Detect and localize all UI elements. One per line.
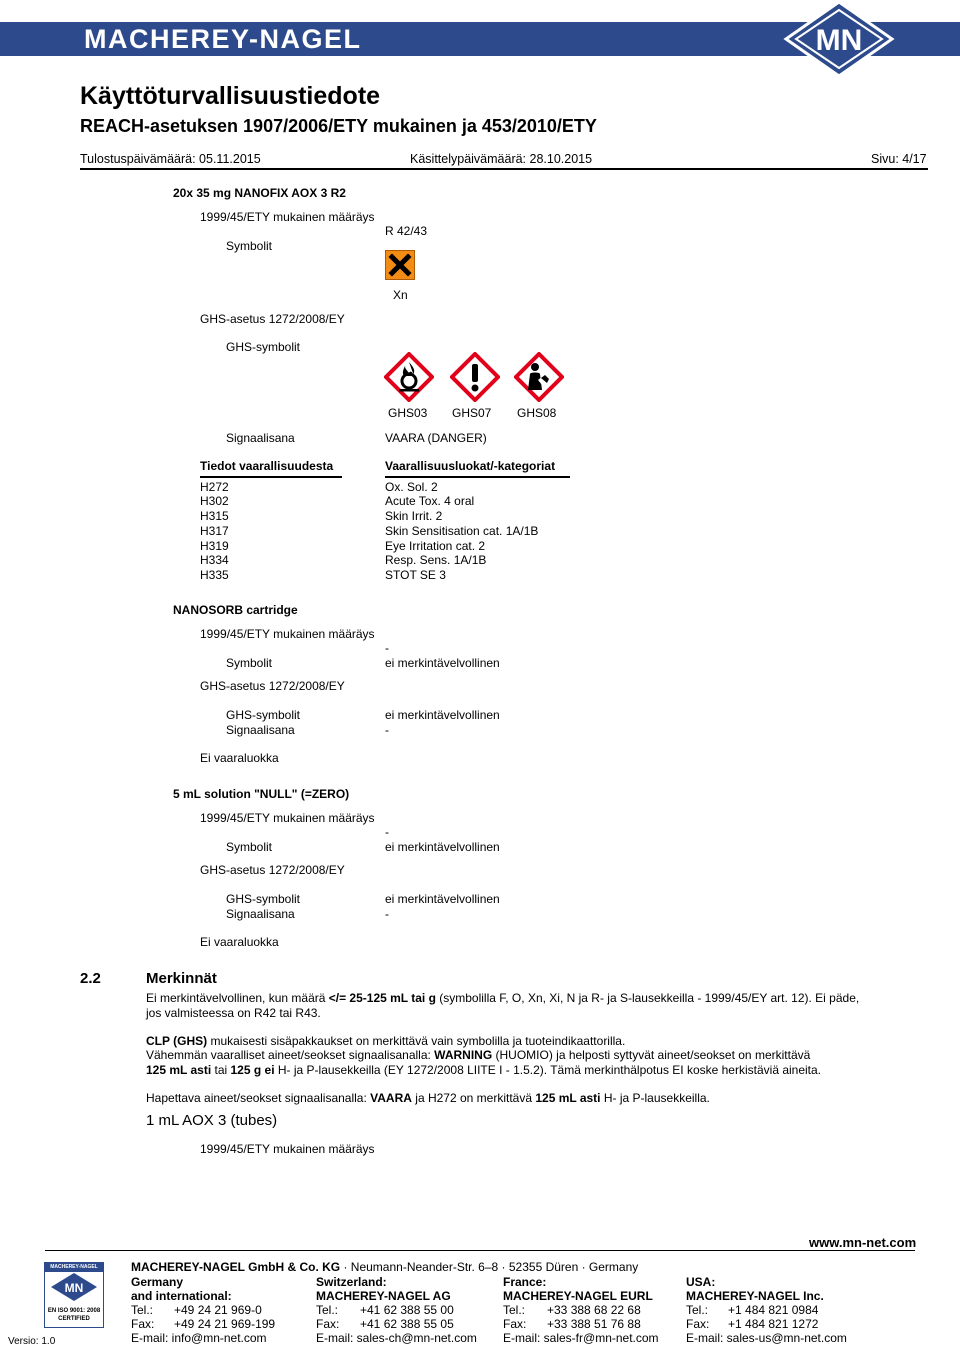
exclamation-mark-icon — [450, 352, 500, 402]
product3-signal-value: - — [385, 907, 389, 921]
hazard-category: Resp. Sens. 1A/1B — [385, 553, 487, 567]
subsection-directive: 1999/45/ETY mukainen määräys — [200, 1142, 375, 1156]
product3-dash: - — [385, 825, 389, 839]
product1-name: 20x 35 mg NANOFIX AOX 3 R2 — [173, 186, 346, 200]
flame-over-circle-icon — [384, 352, 434, 402]
footer-col4-head2: MACHEREY-NAGEL Inc. — [686, 1289, 824, 1303]
product2-symbols-label: Symbolit — [226, 656, 273, 670]
product3-ghs-symbols-value: ei merkintävelvollinen — [385, 892, 500, 906]
footer-col3-head1: France: — [503, 1275, 547, 1289]
section-title: Merkinnät — [146, 970, 217, 987]
footer-col1-fax-label: Fax: — [131, 1317, 155, 1331]
hazard-category: Skin Irrit. 2 — [385, 509, 443, 523]
footer-col4-head1: USA: — [686, 1275, 716, 1289]
cert-mn-logo-text: MN — [64, 1281, 84, 1295]
footer-col4-tel-label: Tel.: — [686, 1303, 709, 1317]
footer-url[interactable]: www.mn-net.com — [809, 1235, 917, 1250]
footer-col1-tel: +49 24 21 969-0 — [174, 1303, 262, 1317]
ghs08-label: GHS08 — [517, 406, 557, 420]
mn-logo-text: MN — [815, 24, 863, 57]
page-number: Sivu: 4/17 — [871, 152, 927, 166]
footer-col2-tel: +41 62 388 55 00 — [360, 1303, 454, 1317]
product2-ghs-symbols-label: GHS-symbolit — [226, 708, 301, 722]
footer-col1-head2: and international: — [131, 1289, 232, 1303]
cert-mn-logo-icon — [45, 1272, 103, 1302]
hazard-code: H315 — [200, 509, 229, 523]
footer-col1-head1: Germany — [131, 1275, 184, 1289]
section-para-4: 125 mL asti tai 125 g ei H- ja P-lausekkeilla (EY 1272/2008 LIITE I - 1.5.2). Tämä merkinthälpotus EI koske herkistäviä aineita. — [146, 1063, 822, 1077]
header-banner — [0, 0, 960, 78]
process-date: Käsittelypäivämäärä: 28.10.2015 — [410, 152, 593, 166]
product2-directive: 1999/45/ETY mukainen määräys — [200, 627, 375, 641]
product1-signal-value: VAARA (DANGER) — [385, 431, 487, 445]
hazard-header-rule — [200, 476, 342, 478]
footer-company-line: MACHEREY-NAGEL GmbH & Co. KG · Neumann-Neander-Str. 6–8 · 52355 Düren · Germany — [131, 1260, 639, 1274]
section-para-1: Ei merkintävelvollinen, kun määrä </= 25-125 mL tai g (symbolilla F, O, Xn, Xi, N ja R- ja S-lausekkeilla - 1999/45/EY art. 12). Ei päde, — [146, 991, 860, 1005]
footer-col4-fax: +1 484 821 1272 — [728, 1317, 819, 1331]
hazard-code: H335 — [200, 568, 229, 582]
product3-symbols-label: Symbolit — [226, 840, 273, 854]
footer-col1-tel-label: Tel.: — [131, 1303, 154, 1317]
footer-col2-head1: Switzerland: — [316, 1275, 387, 1289]
product2-symbols-value: ei merkintävelvollinen — [385, 656, 500, 670]
product2-no-class: Ei vaaraluokka — [200, 751, 279, 765]
footer-col3-fax: +33 388 51 76 88 — [547, 1317, 641, 1331]
hazard-category: Acute Tox. 4 oral — [385, 494, 475, 508]
section-para-2: CLP (GHS) mukaisesti sisäpakkaukset on merkittävä vain symbolilla ja tuoteindikaattorilla. — [146, 1034, 626, 1048]
brand-name: MACHEREY-NAGEL — [84, 24, 362, 54]
product1-r-phrase: R 42/43 — [385, 224, 428, 238]
footer-col2-tel-label: Tel.: — [316, 1303, 339, 1317]
footer-col1-fax: +49 24 21 969-199 — [174, 1317, 276, 1331]
product1-ghs-reg: GHS-asetus 1272/2008/EY — [200, 312, 345, 326]
product3-directive: 1999/45/ETY mukainen määräys — [200, 811, 375, 825]
health-hazard-icon — [514, 352, 564, 402]
version-label: Versio: 1.0 — [8, 1336, 56, 1347]
print-date: Tulostuspäivämäärä: 05.11.2015 — [80, 152, 261, 166]
harmful-x-icon — [385, 250, 415, 280]
product2-signal-value: - — [385, 723, 389, 737]
header-divider — [80, 168, 928, 170]
footer-col4-email[interactable]: E-mail: sales-us@mn-net.com — [686, 1331, 847, 1345]
document-title: Käyttöturvallisuustiedote — [80, 82, 381, 110]
footer-col4-fax-label: Fax: — [686, 1317, 710, 1331]
footer-col2-fax: +41 62 388 55 05 — [360, 1317, 454, 1331]
section-para-3: Vähemmän vaaralliset aineet/seokset signaalisanalla: WARNING (HUOMIO) ja helposti syttyvät aineet/seokset on merkittävä — [146, 1048, 811, 1062]
category-header: Vaarallisuusluokat/-kategoriat — [385, 459, 556, 473]
document-subtitle: REACH-asetuksen 1907/2006/ETY mukainen ja 453/2010/ETY — [80, 116, 597, 136]
footer-col2-fax-label: Fax: — [316, 1317, 340, 1331]
product2-ghs-reg: GHS-asetus 1272/2008/EY — [200, 679, 345, 693]
footer-col3-head2: MACHEREY-NAGEL EURL — [503, 1289, 653, 1303]
product2-ghs-symbols-value: ei merkintävelvollinen — [385, 708, 500, 722]
iso-certificate-badge — [44, 1262, 104, 1328]
cert-top-text: MACHEREY-NAGEL — [45, 1263, 103, 1272]
footer-col2-head2: MACHEREY-NAGEL AG — [316, 1289, 451, 1303]
subsection-title: 1 mL AOX 3 (tubes) — [146, 1112, 278, 1129]
hazard-category: Skin Sensitisation cat. 1A/1B — [385, 524, 539, 538]
product3-no-class: Ei vaaraluokka — [200, 935, 279, 949]
product3-name: 5 mL solution "NULL" (=ZERO) — [173, 787, 350, 801]
footer-col3-email[interactable]: E-mail: sales-fr@mn-net.com — [503, 1331, 659, 1345]
hazard-code: H272 — [200, 480, 229, 494]
product3-signal-label: Signaalisana — [226, 907, 295, 921]
hazard-category: STOT SE 3 — [385, 568, 446, 582]
hazard-code: H319 — [200, 539, 229, 553]
cert-line-2: CERTIFIED — [58, 1316, 90, 1322]
hazard-header: Tiedot vaarallisuudesta — [200, 459, 334, 473]
product1-xn-label: Xn — [393, 288, 408, 302]
product3-ghs-reg: GHS-asetus 1272/2008/EY — [200, 863, 345, 877]
footer-col2-email[interactable]: E-mail: sales-ch@mn-net.com — [316, 1331, 477, 1345]
hazard-category: Ox. Sol. 2 — [385, 480, 438, 494]
product2-name: NANOSORB cartridge — [173, 603, 298, 617]
category-header-rule — [385, 476, 570, 478]
product1-directive: 1999/45/ETY mukainen määräys — [200, 210, 375, 224]
cert-line-1: EN ISO 9001: 2008 — [47, 1308, 101, 1314]
ghs03-label: GHS03 — [388, 406, 428, 420]
product1-symbols-label: Symbolit — [226, 239, 273, 253]
hazard-code: H302 — [200, 494, 229, 508]
mn-logo-icon — [778, 0, 900, 78]
section-number: 2.2 — [80, 970, 101, 987]
product1-ghs-symbols-label: GHS-symbolit — [226, 340, 301, 354]
product1-signal-label: Signaalisana — [226, 431, 295, 445]
product2-signal-label: Signaalisana — [226, 723, 295, 737]
hazard-code: H317 — [200, 524, 229, 538]
footer-col3-fax-label: Fax: — [503, 1317, 527, 1331]
footer-col1-email[interactable]: E-mail: info@mn-net.com — [131, 1331, 267, 1345]
footer-divider — [45, 1250, 915, 1251]
product3-symbols-value: ei merkintävelvollinen — [385, 840, 500, 854]
section-para-1-line2: jos valmisteessa on R42 tai R43. — [146, 1006, 321, 1020]
hazard-category: Eye Irritation cat. 2 — [385, 539, 486, 553]
hazard-code: H334 — [200, 553, 229, 567]
footer-col3-tel: +33 388 68 22 68 — [547, 1303, 641, 1317]
footer-col3-tel-label: Tel.: — [503, 1303, 526, 1317]
section-para-5: Hapettava aineet/seokset signaalisanalla: VAARA ja H272 on merkittävä 125 mL asti H- ja P-lausekkeilla. — [146, 1091, 710, 1105]
product3-ghs-symbols-label: GHS-symbolit — [226, 892, 301, 906]
footer-col4-tel: +1 484 821 0984 — [728, 1303, 819, 1317]
product2-dash: - — [385, 641, 389, 655]
ghs07-label: GHS07 — [452, 406, 492, 420]
